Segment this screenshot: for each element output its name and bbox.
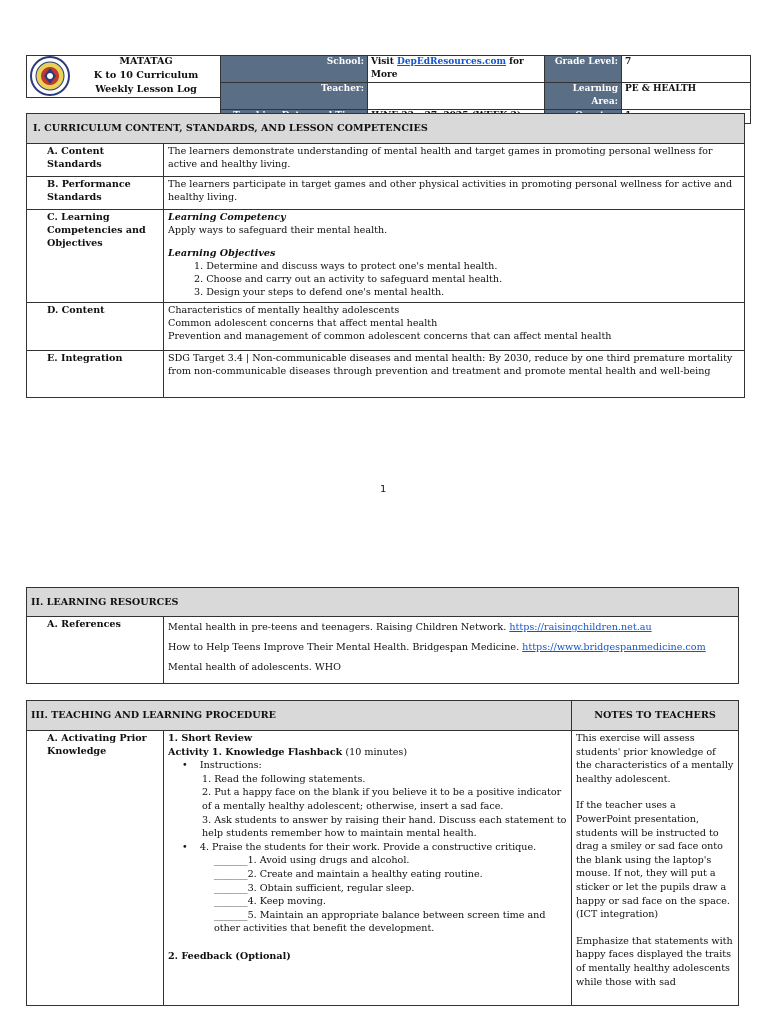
instructions-bullet: • Instructions: bbox=[182, 760, 262, 772]
content-cell bbox=[164, 303, 745, 351]
activity-title-line: Activity 1. Knowledge Flashback (10 minutes) bbox=[168, 746, 408, 758]
integration-label: E. Integration bbox=[27, 351, 164, 398]
reference-1: Mental health in pre-teens and teenagers. Raising Children Network. https://raisingchildren.net.au bbox=[168, 622, 652, 633]
references-label: A. References bbox=[27, 617, 164, 684]
short-review: 1. Short Review bbox=[168, 733, 253, 744]
performance-standards-text: The learners participate in target games and other physical activities in promoting personal wellness for active and healthy living. bbox=[164, 177, 745, 210]
school-link[interactable]: DepEdResources.com bbox=[397, 57, 506, 67]
content-standards-label: A. Content Standards bbox=[27, 144, 164, 177]
header-logo-box bbox=[26, 55, 221, 98]
objectives-list bbox=[168, 260, 740, 299]
objective-item: 1. Determine and discuss ways to protect one's mental health. bbox=[194, 261, 498, 272]
instruction-step: 1. Read the following statements. bbox=[202, 773, 366, 785]
statement-item-cont: other activities that benefit the development. bbox=[214, 923, 435, 935]
feedback-optional: 2. Feedback (Optional) bbox=[168, 950, 291, 962]
objectives-heading: Learning Objectives bbox=[168, 248, 276, 259]
statement-item: _______1. Avoid using drugs and alcohol. bbox=[214, 855, 410, 867]
notes-paragraph-3: Emphasize that statements with happy faces displayed the traits of mentally healthy adolescents while those with sad bbox=[576, 935, 733, 988]
content-line: Prevention and management of common adolescent concerns that can affect mental health bbox=[168, 331, 612, 342]
area-value: PE & HEALTH bbox=[622, 83, 751, 110]
instruction-step4: • 4. Praise the students for their work. Provide a constructive critique. bbox=[182, 841, 537, 853]
grade-value: 7 bbox=[622, 56, 751, 83]
content-label: D. Content bbox=[27, 303, 164, 351]
competencies-label: C. Learning Competencies and Objectives bbox=[27, 210, 164, 303]
objective-item: 2. Choose and carry out an activity to safeguard mental health. bbox=[194, 274, 503, 285]
teacher-label: Teacher: bbox=[221, 83, 368, 110]
instruction-step: 2. Put a happy face on the blank if you believe it to be a positive indicator of a mentally healthy adolescent; otherwise, insert a sad face. bbox=[202, 787, 562, 812]
instruction-step: 3. Ask students to answer by raising their hand. Discuss each statement to help students remember how to maintain mental health. bbox=[202, 814, 567, 840]
reference-2-link[interactable]: https://www.bridgespanmedicine.com bbox=[522, 642, 706, 653]
activating-prior-knowledge-label: A. Activating Prior Knowledge bbox=[27, 731, 164, 1006]
reference-2: How to Help Teens Improve Their Mental Health. Bridgespan Medicine. https://www.bridgespanmedicine.com bbox=[168, 642, 706, 653]
notes-paragraph-1: This exercise will assess students' prior knowledge of the characteristics of a mentally healthy adolescent. bbox=[576, 733, 734, 785]
activity-cell bbox=[164, 731, 572, 1006]
section3-heading: III. TEACHING AND LEARNING PROCEDURE bbox=[27, 701, 572, 731]
competencies-cell bbox=[164, 210, 745, 303]
content-line: Common adolescent concerns that affect mental health bbox=[168, 318, 438, 329]
competency-text: Apply ways to safeguard their mental health. bbox=[168, 225, 388, 236]
content-standards-text: The learners demonstrate understanding of mental health and target games in promoting personal wellness for active and healthy living. bbox=[164, 144, 745, 177]
notes-cell bbox=[572, 731, 739, 1006]
page-number: 1 bbox=[380, 484, 387, 495]
grade-label: Grade Level: bbox=[545, 56, 622, 83]
objective-item: 3. Design your steps to defend one's mental health. bbox=[194, 287, 445, 298]
school-label: School: bbox=[221, 56, 368, 83]
notes-heading: NOTES TO TEACHERS bbox=[572, 701, 739, 731]
notes-paragraph-2: If the teacher uses a PowerPoint presentation, students will be instructed to drag a smiley or sad face onto the blank using the laptop's mouse. If not, they will put a sticker or let the pupils draw a happy or sad face on the space. (ICT integration) bbox=[576, 800, 730, 921]
statement-item: _______5. Maintain an appropriate balance between screen time and bbox=[214, 909, 546, 921]
competency-heading: Learning Competency bbox=[168, 212, 286, 223]
performance-standards-label: B. Performance Standards bbox=[27, 177, 164, 210]
integration-text: SDG Target 3.4 | Non-communicable diseases and mental health: By 2030, reduce by one third premature mortality from non-communicable diseases through prevention and treatment and promote mental health and well-being bbox=[164, 351, 745, 398]
title-line-2: K to 10 Curriculum bbox=[93, 70, 199, 81]
content-line: Characteristics of mentally healthy adolescents bbox=[168, 305, 400, 316]
references-cell bbox=[164, 617, 739, 684]
resources-table bbox=[26, 587, 739, 684]
reference-1-link[interactable]: https://raisingchildren.net.au bbox=[509, 622, 652, 633]
title-line-1: MATATAG bbox=[119, 56, 173, 67]
school-value: Visit DepEdResources.com for More bbox=[368, 56, 545, 83]
statement-item: _______2. Create and maintain a healthy eating routine. bbox=[214, 868, 483, 880]
statement-item: _______3. Obtain sufficient, regular sleep. bbox=[214, 882, 415, 894]
area-label: Learning Area: bbox=[545, 83, 622, 110]
teacher-value bbox=[368, 83, 545, 110]
section1-heading: I. CURRICULUM CONTENT, STANDARDS, AND LESSON COMPETENCIES bbox=[27, 114, 745, 144]
section2-heading: II. LEARNING RESOURCES bbox=[27, 588, 739, 617]
curriculum-table bbox=[26, 113, 745, 398]
statement-item: _______4. Keep moving. bbox=[214, 896, 326, 908]
procedure-table bbox=[26, 700, 739, 1006]
title-line-3: Weekly Lesson Log bbox=[95, 84, 197, 95]
reference-3: Mental health of adolescents. WHO bbox=[168, 662, 341, 673]
